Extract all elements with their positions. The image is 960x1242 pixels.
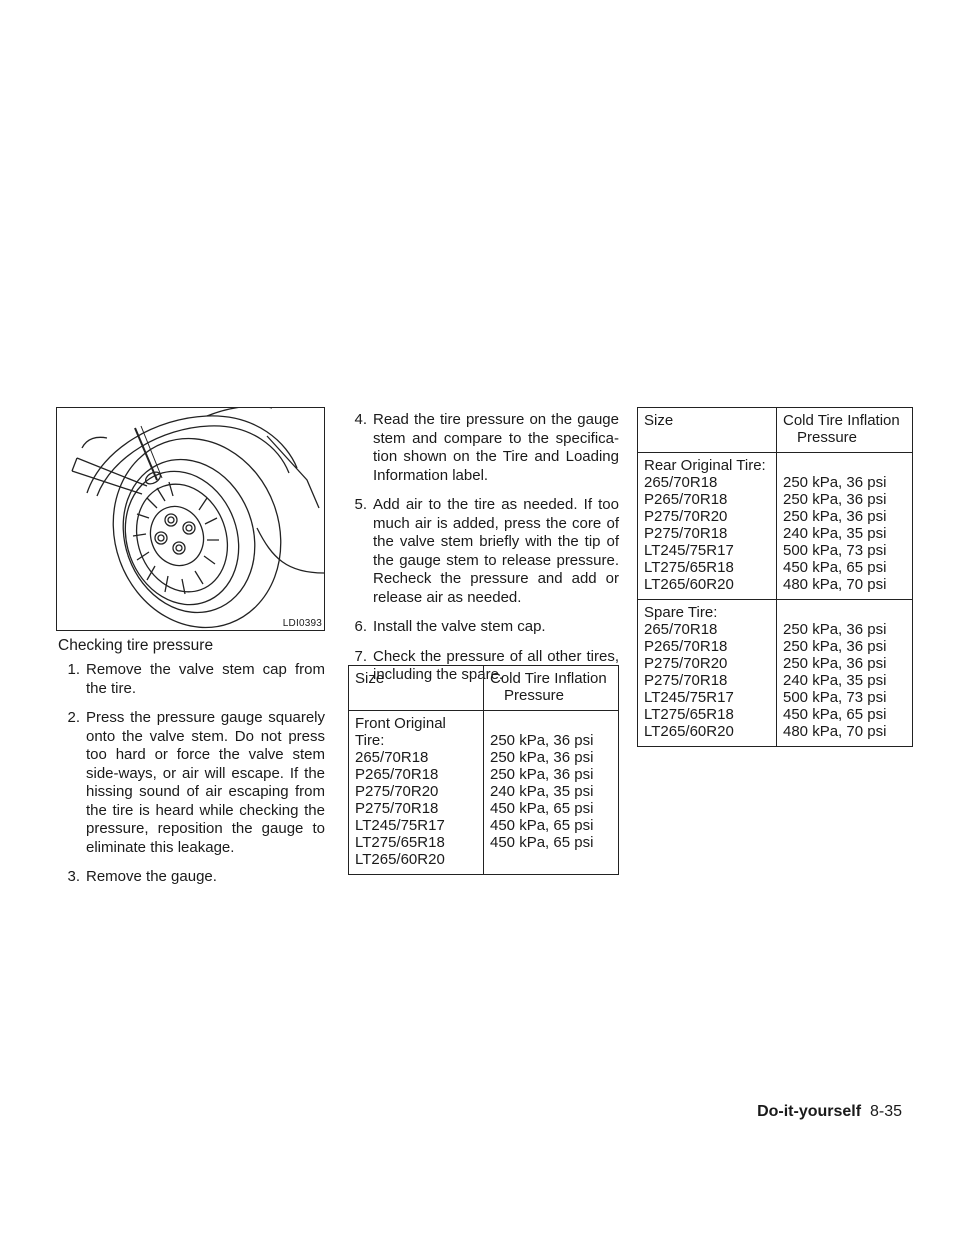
step-text: Check the pressure of all other tires, including the spare. — [373, 647, 619, 683]
list-item — [56, 868, 325, 887]
step-number: 4. — [354, 411, 367, 428]
table-row — [349, 711, 619, 875]
pressure-value: 240 kPa, 35 psi — [783, 672, 887, 689]
steps-list-col2 — [343, 411, 619, 696]
table-row — [638, 600, 913, 747]
front-tire-pressure-table — [348, 665, 619, 875]
size-value: P265/70R18 — [644, 638, 728, 655]
pressure-value: 240 kPa, 35 psi — [783, 525, 887, 542]
figure-code-label: LDI0393 — [282, 618, 322, 629]
step-number: 3. — [67, 868, 80, 885]
size-value: LT275/65R18 — [644, 559, 734, 576]
size-value: P275/70R20 — [644, 508, 728, 525]
size-value: P275/70R20 — [644, 655, 728, 672]
size-value: LT265/60R20 — [355, 851, 445, 868]
step-number: 7. — [354, 647, 367, 665]
pressure-value: 240 kPa, 35 psi — [490, 783, 594, 800]
page-number: 8-35 — [869, 1103, 902, 1120]
table-header-row — [349, 666, 619, 711]
size-value: LT275/65R18 — [644, 706, 734, 723]
size-header-text: Size — [644, 412, 674, 429]
size-value: 265/70R18 — [355, 749, 429, 766]
size-value: LT265/60R20 — [644, 576, 734, 593]
step-number: 2. — [67, 709, 80, 726]
size-cell — [638, 600, 777, 747]
table-header-row — [638, 408, 913, 453]
group-label: Rear Original Tire: — [644, 457, 766, 474]
pressure-value: 250 kPa, 36 psi — [490, 732, 594, 749]
pressure-header-line1: Cold Tire Inflation — [490, 670, 607, 687]
pressure-value: 250 kPa, 36 psi — [783, 621, 887, 638]
pressure-value: 450 kPa, 65 psi — [783, 559, 887, 576]
pressure-cell — [777, 453, 913, 600]
group-label: Front Original — [355, 715, 446, 732]
size-value: LT265/60R20 — [644, 723, 734, 740]
size-value: P265/70R18 — [355, 766, 439, 783]
step-number: 6. — [354, 618, 367, 635]
pressure-cell — [484, 711, 619, 875]
pressure-value: 480 kPa, 70 psi — [783, 576, 887, 593]
table-row — [638, 453, 913, 600]
pressure-value: 250 kPa, 36 psi — [783, 491, 887, 508]
pressure-value: 250 kPa, 36 psi — [783, 508, 887, 525]
rear-spare-tire-pressure-table — [637, 407, 913, 747]
size-value: P265/70R18 — [644, 491, 728, 508]
size-cell — [349, 711, 484, 875]
step-text: Add air to the tire as needed. If too much air is added, press the core of the valve stem briefly with the tip of the gauge stem to release pressure. Recheck the pressure and add or release air as needed. — [373, 496, 619, 606]
pressure-value: 250 kPa, 36 psi — [783, 655, 887, 672]
pressure-cell — [777, 600, 913, 747]
size-cell — [638, 453, 777, 600]
size-value: LT245/75R17 — [355, 817, 445, 834]
pressure-value: 250 kPa, 36 psi — [490, 749, 594, 766]
pressure-value: 250 kPa, 36 psi — [783, 474, 887, 491]
pressure-value: 500 kPa, 73 psi — [783, 689, 887, 706]
size-value: LT245/75R17 — [644, 542, 734, 559]
pressure-value: 450 kPa, 65 psi — [490, 817, 594, 834]
size-value: LT245/75R17 — [644, 689, 734, 706]
pressure-value: 450 kPa, 65 psi — [490, 800, 594, 817]
page-footer — [757, 1102, 902, 1122]
step-number: 1. — [67, 661, 80, 678]
section-heading: Checking tire pressure — [58, 637, 214, 654]
pressure-header — [484, 666, 619, 711]
group-label: Spare Tire: — [644, 604, 718, 621]
step-text: Install the valve stem cap. — [373, 618, 546, 635]
tire-illustration-graphic — [57, 408, 324, 630]
size-header — [638, 408, 777, 453]
size-header-text: Size — [355, 670, 385, 687]
size-value: P275/70R18 — [644, 525, 728, 542]
step-text: Remove the valve stem cap from the tire. — [86, 661, 325, 697]
tire-gauge-illustration — [56, 407, 325, 631]
pressure-header — [777, 408, 913, 453]
pressure-value: 500 kPa, 73 psi — [783, 542, 887, 559]
group-label: Tire: — [355, 732, 385, 749]
size-value: P275/70R18 — [355, 800, 439, 817]
size-value: P275/70R18 — [644, 672, 728, 689]
size-value: LT275/65R18 — [355, 834, 445, 851]
pressure-header-line1: Cold Tire Inflation — [783, 412, 900, 429]
list-item — [343, 618, 619, 637]
pressure-header-line2: Pressure — [504, 687, 565, 704]
pressure-header-line2: Pressure — [797, 429, 858, 446]
list-item — [56, 709, 325, 857]
steps-list-col1 — [56, 661, 325, 898]
step-text: Press the pressure gauge squarely onto the valve stem. Do not press too hard or force the valve stem side-ways, or air will escape. If the hissing sound of air escaping from the tire is heard while checking the pressure, reposition the gauge to eliminate this leakage. — [86, 709, 325, 856]
pressure-value: 480 kPa, 70 psi — [783, 723, 887, 740]
footer-section-title: Do-it-yourself — [757, 1103, 862, 1120]
size-value: 265/70R18 — [644, 474, 718, 491]
step-text: Read the tire pressure on the gauge stem and compare to the specifica-tion shown on the Tire and Loading Information label. — [373, 411, 619, 484]
step-number: 5. — [354, 496, 367, 513]
step-text: Remove the gauge. — [86, 868, 217, 885]
size-value: 265/70R18 — [644, 621, 718, 638]
size-value: P275/70R20 — [355, 783, 439, 800]
list-item — [56, 661, 325, 698]
pressure-value: 250 kPa, 36 psi — [490, 766, 594, 783]
pressure-value: 450 kPa, 65 psi — [490, 834, 594, 851]
list-item — [343, 411, 619, 485]
pressure-value: 450 kPa, 65 psi — [783, 706, 887, 723]
pressure-value: 250 kPa, 36 psi — [783, 638, 887, 655]
list-item — [343, 496, 619, 607]
size-header — [349, 666, 484, 711]
